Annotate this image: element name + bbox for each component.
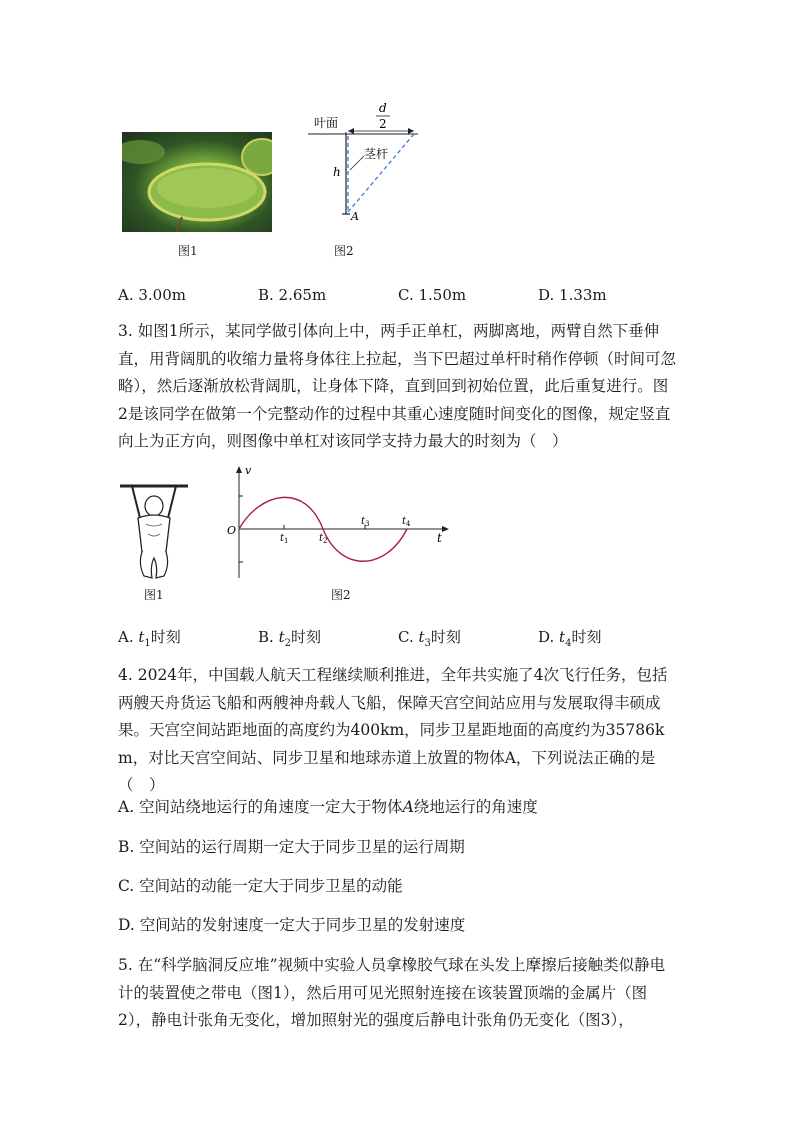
h-label: h — [333, 165, 341, 179]
q3-a-var: t — [138, 628, 145, 646]
q2-fig1-caption: 图1 — [178, 244, 198, 258]
t4-sub: 4 — [406, 520, 411, 528]
q4-option-c: C. 空间站的动能一定大于同步卫星的动能 — [118, 877, 403, 895]
q2-fig2-diagram — [288, 96, 428, 236]
t4-var: t — [402, 516, 407, 527]
q3-d-rest: 时刻 — [571, 628, 602, 646]
q4-a-var: A — [402, 798, 414, 816]
q2-fig2-caption: 图2 — [334, 244, 354, 258]
q3-option-c — [398, 624, 461, 657]
q3-option-d — [538, 624, 601, 657]
q3-option-b — [258, 624, 321, 657]
q4-option-d: D. 空间站的发射速度一定大于同步卫星的发射速度 — [118, 916, 466, 934]
leaf-label: 叶面 — [314, 116, 339, 130]
q4-question-text: 4. 2024年，中国载人航天工程继续顺利推进，全年共实施了4次飞行任务，包括两艘天舟货运飞船和两艘神舟载人飞船，保障天宫空间站应用与发展取得丰硕成果。天宫空间站距地面的高度约为400km，同步卫星距地面的高度约为35786km，对比天宫空间站、同步卫星和地球赤道上放置的物体A，下列说法正确的是（ ） — [118, 666, 668, 794]
q3-a-sub: 1 — [144, 638, 151, 649]
t-axis-label: t — [437, 531, 442, 545]
d-label: d — [379, 101, 387, 115]
q3-question-text: 3. 如图1所示，某同学做引体向上中，两手正单杠，两脚离地，两臂自然下垂伸直，用背阔肌的收缩力量将身体往上拉起，当下巴超过单杆时稍作停顿（时间可忽略），然后逐渐放松背阔肌，让身体下降，直到回到初始位置，此后重复进行。图2是该同学在做第一个完整动作的过程中其重心速度随时间变化的图像，规定竖直向上为正方向，则图像中单杠对该同学支持力最大的时刻为（ ） — [118, 322, 677, 450]
a-label: A — [351, 210, 359, 223]
water-lily-illustration — [122, 132, 272, 232]
t1-label — [280, 533, 289, 545]
q4-option-a — [118, 794, 538, 821]
t3-sub: 3 — [365, 520, 370, 528]
q2-option-d: D. 1.33m — [538, 286, 607, 304]
v-axis-label: v — [245, 464, 252, 477]
q3-fig2-caption: 图2 — [331, 588, 351, 602]
pull-up-illustration — [118, 478, 190, 584]
t3-var: t — [361, 516, 366, 527]
q3-d-var: t — [559, 628, 566, 646]
q2-option-b: B. 2.65m — [258, 286, 327, 304]
q3-a-rest: 时刻 — [150, 628, 181, 646]
t1-sub: 1 — [284, 537, 289, 545]
q2-option-c: C. 1.50m — [398, 286, 467, 304]
t3-label — [361, 516, 370, 528]
two-label: 2 — [379, 117, 387, 131]
q3-c-sub: 3 — [424, 638, 431, 649]
q3-c-rest: 时刻 — [430, 628, 461, 646]
origin-label: O — [227, 524, 237, 537]
q3-c-letter: C. — [398, 628, 414, 646]
t4-label — [402, 516, 411, 528]
t2-var: t — [319, 533, 324, 544]
t2-sub: 2 — [323, 537, 328, 545]
q3-b-rest: 时刻 — [290, 628, 321, 646]
q3-b-letter: B. — [258, 628, 274, 646]
q3-b-var: t — [278, 628, 285, 646]
q5-question-text: 5. 在“科学脑洞反应堆”视频中实验人员拿橡胶气球在头发上摩擦后接触类似静电计的装置使之带电（图1），然后用可见光照射连接在该装置顶端的金属片（图2），静电计张角无变化，增加照射光的强度后静电计张角仍无变化（图3）， — [118, 956, 666, 1029]
q3-option-a — [118, 624, 181, 657]
q4-option-b: B. 空间站的运行周期一定大于同步卫星的运行周期 — [118, 838, 465, 856]
q3-b-sub: 2 — [284, 638, 291, 649]
q3-c-var: t — [418, 628, 425, 646]
q3-fig1-caption: 图1 — [144, 588, 164, 602]
q3-d-sub: 4 — [565, 638, 572, 649]
water-lily-photo — [122, 132, 272, 232]
q3-d-letter: D. — [538, 628, 555, 646]
stem-label: 茎杆 — [364, 147, 389, 161]
q2-option-a: A. 3.00m — [118, 286, 186, 304]
t1-var: t — [280, 533, 285, 544]
q4-a-post: 绕地运行的角速度 — [413, 798, 538, 816]
q3-a-letter: A. — [118, 628, 134, 646]
velocity-time-graph — [225, 462, 455, 582]
q4-a-pre: A. 空间站绕地运行的角速度一定大于物体 — [118, 798, 403, 816]
